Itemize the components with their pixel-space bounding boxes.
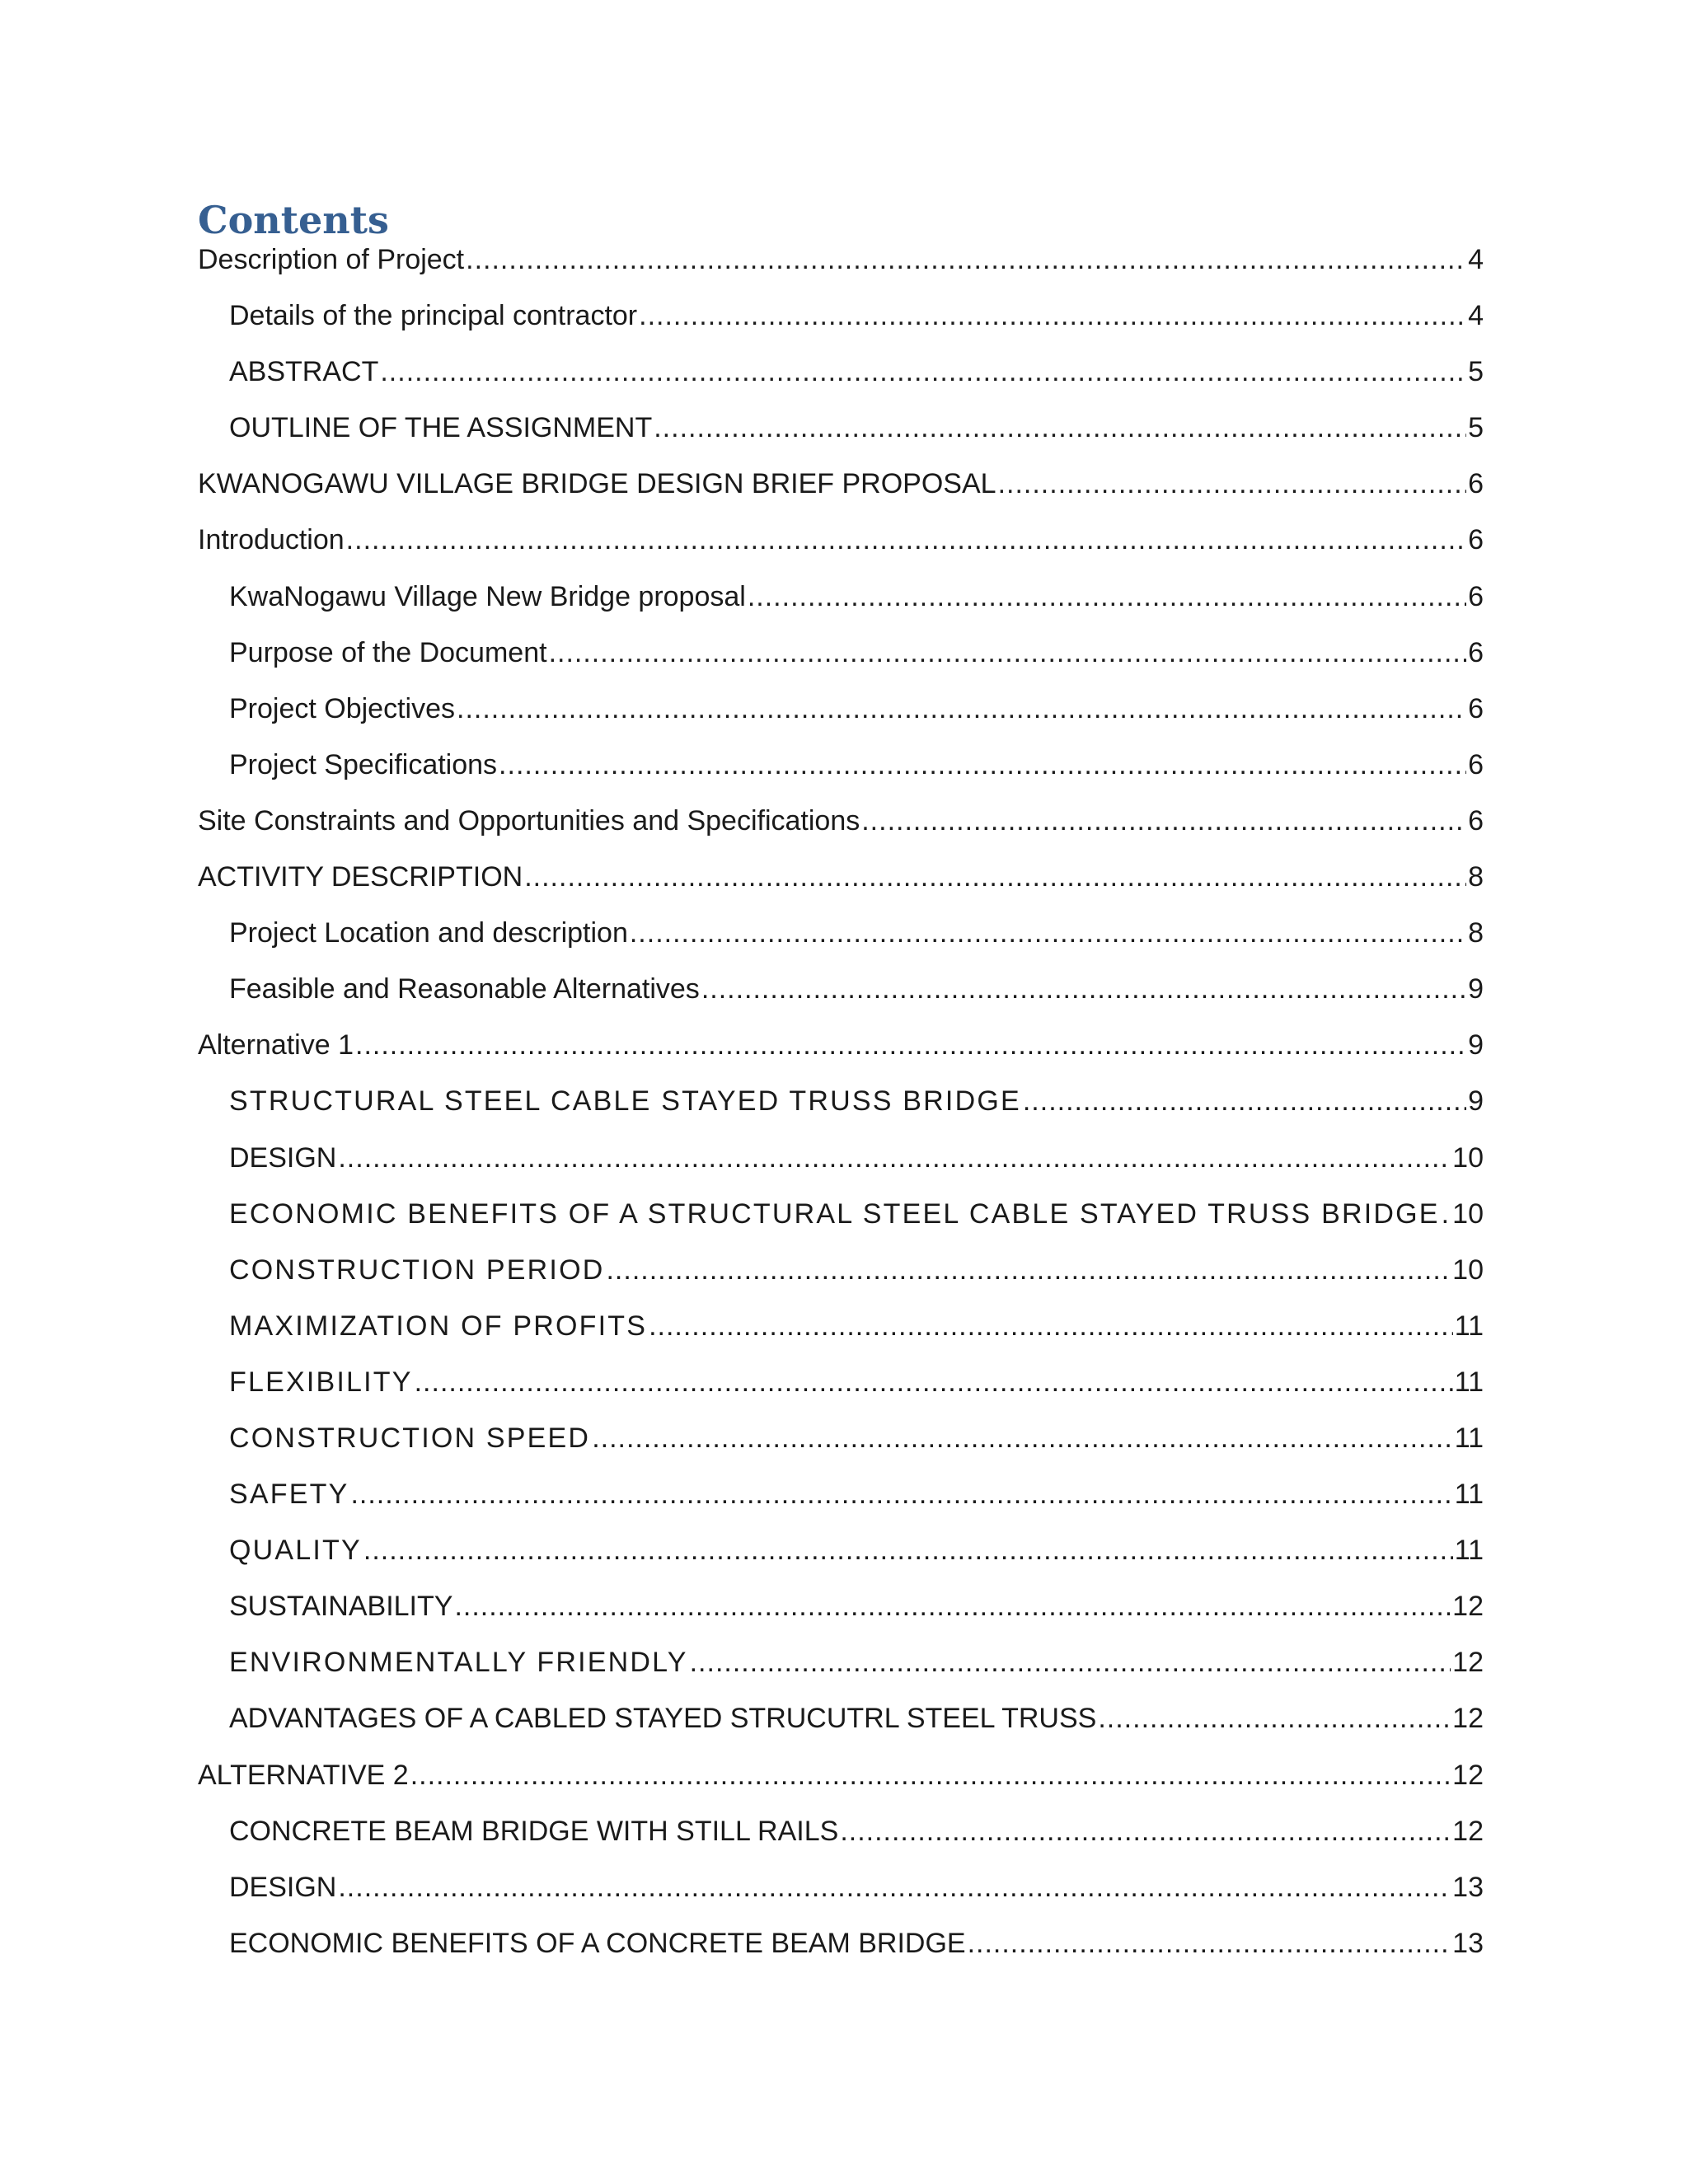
toc-entry[interactable] [198, 1872, 1484, 1928]
toc-entry-title[interactable]: KWANOGAWU VILLAGE BRIDGE DESIGN BRIEF PROPOSAL [198, 468, 996, 500]
toc-entry-title[interactable]: Project Specifications [229, 748, 498, 780]
toc-entry-title[interactable]: ABSTRACT [229, 356, 379, 388]
toc-page-number[interactable]: 12 [1452, 1759, 1484, 1791]
toc-entry-title[interactable]: Details of the principal contractor [229, 300, 638, 332]
toc-entry-title[interactable]: STRUCTURAL STEEL CABLE STAYED TRUSS BRIDGE [229, 1085, 1021, 1118]
toc-entry-title[interactable]: DESIGN [229, 1871, 337, 1903]
toc-entry-title[interactable]: OUTLINE OF THE ASSIGNMENT [229, 412, 653, 444]
toc-entry-title[interactable]: Feasible and Reasonable Alternatives [229, 973, 700, 1005]
toc-dot-leader [604, 1254, 1451, 1286]
toc-entry-title[interactable]: SAFETY [229, 1479, 349, 1511]
toc-dot-leader [1021, 1085, 1466, 1118]
toc-entry[interactable] [198, 861, 1484, 917]
toc-entry-title[interactable]: ADVANTAGES OF A CABLED STAYED STRUCUTRL STEEL TRUSS [229, 1703, 1097, 1735]
toc-entry-title[interactable]: QUALITY [229, 1535, 362, 1567]
toc-entry-title[interactable]: Introduction [198, 524, 345, 556]
toc-entry-title[interactable]: ALTERNATIVE 2 [198, 1759, 409, 1791]
toc-entry-title[interactable]: ECONOMIC BENEFITS OF A CONCRETE BEAM BRIDGE [229, 1927, 966, 1959]
toc-entry-title[interactable]: ACTIVITY DESCRIPTION [198, 861, 523, 893]
toc-dot-leader [362, 1535, 1453, 1567]
toc-page-number[interactable]: 6 [1468, 524, 1484, 556]
toc-page-number[interactable]: 5 [1468, 356, 1484, 388]
toc-page-number[interactable]: 13 [1452, 1927, 1484, 1959]
toc-page-number[interactable]: 9 [1468, 973, 1484, 1005]
toc-dot-leader [1440, 1198, 1451, 1230]
toc-dot-leader [590, 1422, 1453, 1455]
toc-entry[interactable] [198, 244, 1484, 300]
toc-heading: Contents [198, 198, 389, 242]
toc-entry[interactable] [198, 581, 1484, 637]
toc-page-number[interactable]: 9 [1468, 1029, 1484, 1062]
toc-entry-title[interactable]: Alternative 1 [198, 1029, 354, 1062]
toc-dot-leader [497, 749, 1466, 781]
toc-page-number[interactable]: 8 [1468, 861, 1484, 893]
toc-entry[interactable] [198, 1310, 1484, 1366]
toc-entry[interactable] [198, 1760, 1484, 1816]
toc-entry[interactable] [198, 356, 1484, 412]
toc-page-number[interactable]: 10 [1452, 1141, 1484, 1174]
toc-entry[interactable] [198, 637, 1484, 693]
toc-entry[interactable] [198, 1479, 1484, 1535]
toc-dot-leader [966, 1928, 1451, 1960]
toc-dot-leader [378, 356, 1466, 388]
toc-entry[interactable] [198, 1535, 1484, 1591]
toc-entry[interactable] [198, 1254, 1484, 1310]
toc-page-number[interactable]: 13 [1452, 1871, 1484, 1903]
toc-entry[interactable] [198, 524, 1484, 580]
toc-entry-title[interactable]: KwaNogawu Village New Bridge proposal [229, 580, 746, 612]
toc-dot-leader [523, 861, 1466, 893]
toc-page-number[interactable]: 12 [1452, 1703, 1484, 1735]
toc-entry-title[interactable]: Site Constraints and Opportunities and Specifications [198, 804, 860, 837]
toc-entry-title[interactable]: CONSTRUCTION SPEED [229, 1422, 591, 1454]
toc-dot-leader [628, 917, 1466, 949]
toc-dot-leader [746, 581, 1466, 613]
toc-dot-leader [700, 973, 1466, 1005]
toc-entry-title[interactable]: ENVIRONMENTALLY FRIENDLY [229, 1647, 688, 1679]
toc-dot-leader [349, 1479, 1452, 1511]
toc-dot-leader [452, 1591, 1451, 1623]
toc-dot-leader [652, 412, 1466, 444]
toc-entry-title[interactable]: CONCRETE BEAM BRIDGE WITH STILL RAILS [229, 1815, 839, 1847]
toc-dot-leader [637, 300, 1466, 332]
toc-dot-leader [547, 637, 1467, 669]
toc-dot-leader [455, 693, 1466, 725]
toc-dot-leader [464, 244, 1466, 276]
toc-entry[interactable] [198, 973, 1484, 1029]
toc-page-number[interactable]: 12 [1452, 1591, 1484, 1623]
toc-page-number[interactable]: 11 [1454, 1310, 1484, 1342]
toc-entry-title[interactable]: FLEXIBILITY [229, 1366, 413, 1398]
toc-entry-title[interactable]: CONSTRUCTION PERIOD [229, 1254, 605, 1286]
toc-entry[interactable] [198, 1198, 1484, 1254]
toc-entry[interactable] [198, 1366, 1484, 1422]
toc-page-number[interactable]: 11 [1454, 1535, 1484, 1567]
toc-dot-leader [345, 524, 1466, 556]
toc-entry[interactable] [198, 1816, 1484, 1872]
toc-dot-leader [413, 1366, 1453, 1399]
toc-entry[interactable] [198, 1085, 1484, 1141]
toc-page-number[interactable]: 4 [1468, 244, 1484, 275]
toc-entry-title[interactable]: ECONOMIC BENEFITS OF A STRUCTURAL STEEL CABLE STAYED TRUSS BRIDGE [229, 1197, 1440, 1230]
toc-dot-leader [336, 1142, 1451, 1174]
toc-dot-leader [409, 1760, 1451, 1792]
toc-page-number[interactable]: 12 [1452, 1815, 1484, 1847]
toc-page-number[interactable]: 11 [1454, 1422, 1484, 1454]
toc-page-number[interactable]: 11 [1454, 1366, 1484, 1398]
toc-entry-title[interactable]: Project Objectives [229, 692, 455, 724]
toc-page-number[interactable]: 5 [1468, 412, 1484, 444]
toc-dot-leader [647, 1310, 1453, 1343]
toc-page-number[interactable]: 11 [1454, 1479, 1484, 1511]
toc-page-number[interactable]: 6 [1468, 748, 1484, 780]
toc-page-number[interactable]: 6 [1468, 804, 1484, 837]
toc-entry[interactable] [198, 805, 1484, 861]
toc-dot-leader [688, 1647, 1451, 1679]
toc-page-number[interactable]: 6 [1468, 636, 1484, 668]
toc-page-number[interactable]: 10 [1452, 1254, 1484, 1286]
toc-page-number[interactable]: 6 [1468, 692, 1484, 724]
toc-dot-leader [1096, 1703, 1451, 1735]
toc-page-number[interactable]: 10 [1452, 1197, 1484, 1230]
table-of-contents [198, 244, 1484, 1984]
toc-dot-leader [838, 1816, 1451, 1848]
toc-entry[interactable] [198, 1928, 1484, 1984]
toc-entry-title[interactable]: Description of Project [198, 244, 465, 275]
toc-entry-title[interactable]: Project Location and description [229, 917, 628, 949]
toc-entry[interactable] [198, 1591, 1484, 1647]
toc-dot-leader [336, 1872, 1451, 1904]
toc-page-number[interactable]: 4 [1468, 300, 1484, 332]
toc-dot-leader [996, 468, 1467, 500]
toc-dot-leader [860, 805, 1466, 837]
toc-entry[interactable] [198, 1647, 1484, 1703]
toc-entry-title[interactable]: DESIGN [229, 1141, 337, 1174]
toc-entry[interactable] [198, 412, 1484, 468]
toc-page-number[interactable]: 8 [1468, 917, 1484, 949]
toc-page-number[interactable]: 6 [1468, 468, 1484, 500]
toc-entry[interactable] [198, 693, 1484, 749]
toc-entry[interactable] [198, 1142, 1484, 1198]
toc-page-number[interactable]: 6 [1468, 580, 1484, 612]
toc-entry[interactable] [198, 1422, 1484, 1479]
toc-entry[interactable] [198, 1703, 1484, 1759]
toc-entry-title[interactable]: MAXIMIZATION OF PROFITS [229, 1310, 648, 1342]
toc-entry[interactable] [198, 917, 1484, 973]
toc-entry-title[interactable]: SUSTAINABILITY [229, 1591, 453, 1623]
toc-entry-title[interactable]: Purpose of the Document [229, 636, 547, 668]
toc-entry[interactable] [198, 1029, 1484, 1085]
toc-entry[interactable] [198, 749, 1484, 805]
toc-dot-leader [354, 1029, 1466, 1062]
toc-entry[interactable] [198, 468, 1484, 524]
toc-entry[interactable] [198, 300, 1484, 356]
toc-page-number[interactable]: 9 [1468, 1085, 1484, 1118]
toc-page-number[interactable]: 12 [1452, 1647, 1484, 1679]
